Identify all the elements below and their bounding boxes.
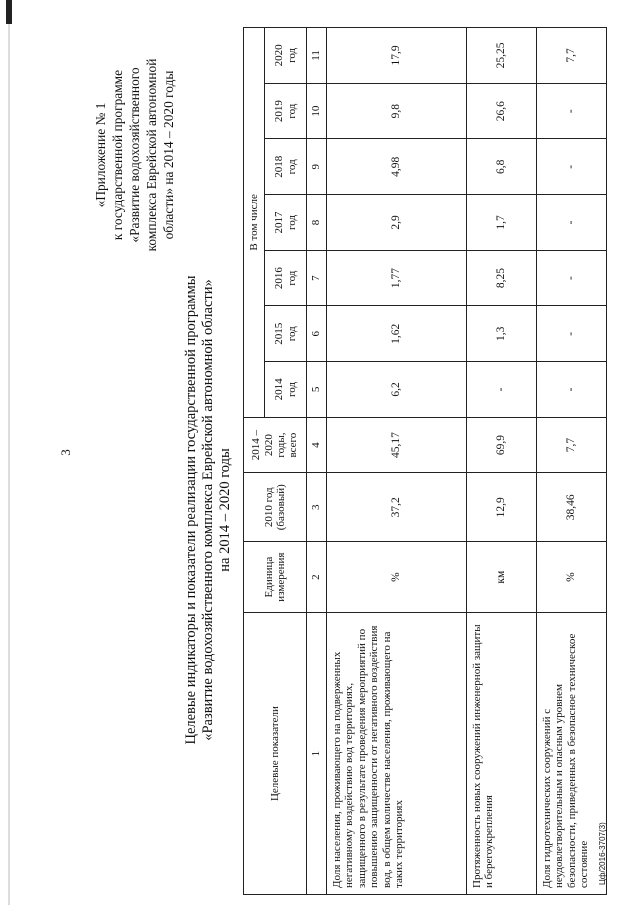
value-cell: 26,6 xyxy=(467,83,537,139)
value-cell: 8,25 xyxy=(467,250,537,306)
table-row xyxy=(327,28,467,895)
value-cell: 12,9 xyxy=(467,473,537,542)
value-cell: - xyxy=(537,139,607,195)
value-cell: 17,9 xyxy=(327,28,467,84)
value-cell: 45,17 xyxy=(327,417,467,473)
indicator-name: Доля гидротехнических сооружений с неудовлетворительным и опасным уровнем безопасности, приведенных в безопасное техническое состояние xyxy=(537,613,607,895)
appendix-block xyxy=(92,5,177,305)
title-line: «Развитие водохозяйственного комплекса Еврейской автономной области» xyxy=(200,279,216,741)
header-year: 2020 год xyxy=(265,28,307,84)
unit-cell: % xyxy=(327,542,467,613)
header-indicator: Целевые показатели xyxy=(244,613,307,895)
value-cell: 1,7 xyxy=(467,195,537,251)
column-number-row xyxy=(307,28,327,895)
value-cell: 37,2 xyxy=(327,473,467,542)
appendix-line: области» на 2014 – 2020 годы xyxy=(161,70,176,240)
header-year: 2019 год xyxy=(265,83,307,139)
column-number: 10 xyxy=(307,83,327,139)
column-number: 11 xyxy=(307,28,327,84)
value-cell: 69,9 xyxy=(467,417,537,473)
column-number: 6 xyxy=(307,306,327,362)
value-cell: 6,2 xyxy=(327,362,467,418)
header-base-year: 2010 год (базовый) xyxy=(244,473,307,542)
document-code: Цф/2016-3707(3) xyxy=(598,822,607,885)
value-cell: 6,8 xyxy=(467,139,537,195)
value-cell: - xyxy=(537,362,607,418)
value-cell: 7,7 xyxy=(537,417,607,473)
appendix-line: комплекса Еврейской автономной xyxy=(144,58,159,252)
value-cell: 2,9 xyxy=(327,195,467,251)
header-year: 2016 год xyxy=(265,250,307,306)
indicator-name: Протяженность новых сооружений инженерной защиты и берегоукрепления xyxy=(467,613,537,895)
header-row xyxy=(244,28,265,895)
header-year: 2015 год xyxy=(265,306,307,362)
column-number: 3 xyxy=(307,473,327,542)
column-number: 4 xyxy=(307,417,327,473)
column-number: 9 xyxy=(307,139,327,195)
appendix-line: «Развитие водохозяйственного xyxy=(127,67,142,243)
header-year: 2018 год xyxy=(265,139,307,195)
table-row xyxy=(467,28,537,895)
appendix-line: «Приложение № 1 xyxy=(93,102,108,208)
page-number: 3 xyxy=(58,449,73,456)
value-cell: 9,8 xyxy=(327,83,467,139)
value-cell: 4,98 xyxy=(327,139,467,195)
column-number: 8 xyxy=(307,195,327,251)
header-unit: Единица измерения xyxy=(244,542,307,613)
header-total: 2014 – 2020 годы, всего xyxy=(244,417,307,473)
value-cell: - xyxy=(537,195,607,251)
document-title xyxy=(183,190,234,830)
header-including: В том числе xyxy=(244,28,265,418)
unit-cell: км xyxy=(467,542,537,613)
value-cell: - xyxy=(467,362,537,418)
column-number: 7 xyxy=(307,250,327,306)
value-cell: 25,25 xyxy=(467,28,537,84)
value-cell: - xyxy=(537,83,607,139)
appendix-line: к государственной программе xyxy=(110,69,125,241)
title-line: Целевые индикаторы и показатели реализации государственной программы xyxy=(183,275,199,745)
value-cell: 1,62 xyxy=(327,306,467,362)
value-cell: 1,3 xyxy=(467,306,537,362)
indicators-table xyxy=(243,27,607,895)
title-line: на 2014 – 2020 годы xyxy=(217,448,233,572)
value-cell: 7,7 xyxy=(537,28,607,84)
column-number: 1 xyxy=(307,613,327,895)
table-row xyxy=(537,28,607,895)
column-number: 2 xyxy=(307,542,327,613)
indicator-name: Доля населения, проживающего на подверженных негативному воздействию вод территориях, защищенного в результате проведения мероприятий по повышению защищенности от негативного воздействия вод, в общем количестве населения, проживающего на таких территориях xyxy=(327,613,467,895)
value-cell: - xyxy=(537,306,607,362)
unit-cell: % xyxy=(537,542,607,613)
value-cell: - xyxy=(537,250,607,306)
header-year: 2014 год xyxy=(265,362,307,418)
header-year: 2017 год xyxy=(265,195,307,251)
column-number: 5 xyxy=(307,362,327,418)
value-cell: 1,77 xyxy=(327,250,467,306)
value-cell: 38,46 xyxy=(537,473,607,542)
